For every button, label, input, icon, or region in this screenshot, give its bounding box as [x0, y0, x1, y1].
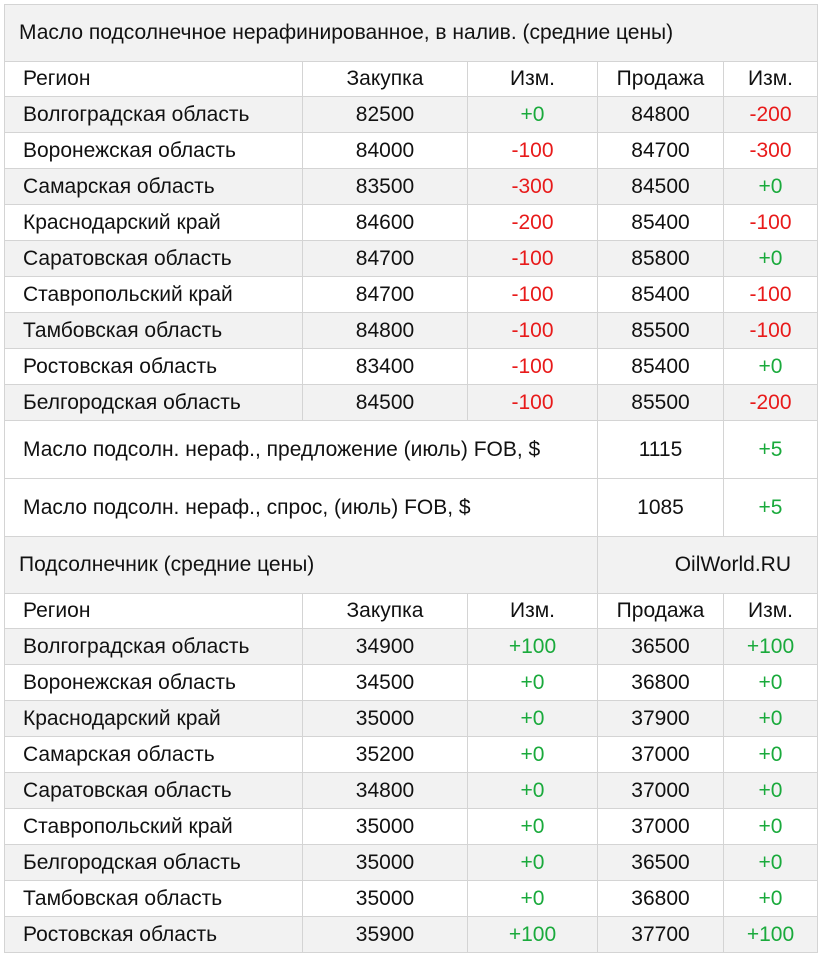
- region-cell: Волгоградская область: [5, 629, 303, 665]
- sell-price-cell: 37000: [598, 809, 724, 845]
- buy-price-cell: 34900: [303, 629, 468, 665]
- sell-price-cell: 85500: [598, 313, 724, 349]
- oil-title-row: [5, 5, 818, 62]
- buy-change-cell: +100: [468, 629, 598, 665]
- buy-price-cell: 84700: [303, 241, 468, 277]
- buy-change-cell: -300: [468, 169, 598, 205]
- buy-price-cell: 84600: [303, 205, 468, 241]
- region-cell: Краснодарский край: [5, 701, 303, 737]
- sell-price-cell: 85800: [598, 241, 724, 277]
- table-row: [5, 701, 818, 737]
- oil-section-title: Масло подсолнечное нерафинированное, в налив. (средние цены): [5, 5, 818, 62]
- fob-row: [5, 479, 818, 537]
- region-cell: Ставропольский край: [5, 809, 303, 845]
- region-cell: Ставропольский край: [5, 277, 303, 313]
- col-header-region: Регион: [5, 594, 303, 629]
- fob-section: [5, 421, 818, 537]
- table-row: [5, 917, 818, 953]
- buy-price-cell: 84000: [303, 133, 468, 169]
- buy-price-cell: 84700: [303, 277, 468, 313]
- sell-price-cell: 37900: [598, 701, 724, 737]
- region-cell: Саратовская область: [5, 241, 303, 277]
- sell-change-cell: -200: [724, 97, 818, 133]
- sell-price-cell: 36800: [598, 881, 724, 917]
- col-header-buy: Закупка: [303, 62, 468, 97]
- table-row: [5, 881, 818, 917]
- table-row: [5, 133, 818, 169]
- fob-change: +5: [724, 421, 818, 479]
- table-row: [5, 97, 818, 133]
- buy-price-cell: 83400: [303, 349, 468, 385]
- table-row: [5, 205, 818, 241]
- sell-price-cell: 36500: [598, 629, 724, 665]
- table-row: [5, 773, 818, 809]
- prices-table: [4, 4, 818, 953]
- sell-price-cell: 36800: [598, 665, 724, 701]
- sell-change-cell: +0: [724, 349, 818, 385]
- buy-change-cell: +0: [468, 97, 598, 133]
- buy-change-cell: -100: [468, 277, 598, 313]
- sell-change-cell: +100: [724, 917, 818, 953]
- sell-price-cell: 84500: [598, 169, 724, 205]
- sell-change-cell: +0: [724, 845, 818, 881]
- col-header-sell-change: Изм.: [724, 594, 818, 629]
- seed-header-row: [5, 594, 818, 629]
- seed-section-title: Подсолнечник (средние цены): [5, 537, 598, 594]
- sell-change-cell: +0: [724, 881, 818, 917]
- buy-change-cell: +100: [468, 917, 598, 953]
- region-cell: Белгородская область: [5, 385, 303, 421]
- seed-section: [5, 537, 818, 953]
- buy-change-cell: +0: [468, 665, 598, 701]
- sell-change-cell: -100: [724, 313, 818, 349]
- buy-change-cell: +0: [468, 737, 598, 773]
- sell-change-cell: -200: [724, 385, 818, 421]
- sell-change-cell: -100: [724, 277, 818, 313]
- sell-price-cell: 85400: [598, 349, 724, 385]
- buy-change-cell: -100: [468, 313, 598, 349]
- buy-price-cell: 35000: [303, 701, 468, 737]
- sell-price-cell: 37700: [598, 917, 724, 953]
- fob-label: Масло подсолн. нераф., спрос, (июль) FOB, $: [5, 479, 598, 537]
- fob-value: 1085: [598, 479, 724, 537]
- buy-price-cell: 34800: [303, 773, 468, 809]
- buy-price-cell: 35000: [303, 809, 468, 845]
- table-row: [5, 385, 818, 421]
- sell-change-cell: +0: [724, 665, 818, 701]
- region-cell: Белгородская область: [5, 845, 303, 881]
- sell-price-cell: 85500: [598, 385, 724, 421]
- region-cell: Краснодарский край: [5, 205, 303, 241]
- sell-change-cell: +0: [724, 169, 818, 205]
- fob-change: +5: [724, 479, 818, 537]
- brand-label: OilWorld.RU: [598, 537, 818, 594]
- sell-price-cell: 36500: [598, 845, 724, 881]
- sell-price-cell: 37000: [598, 773, 724, 809]
- sell-price-cell: 84800: [598, 97, 724, 133]
- buy-change-cell: +0: [468, 773, 598, 809]
- sell-change-cell: +0: [724, 773, 818, 809]
- col-header-sell-change: Изм.: [724, 62, 818, 97]
- buy-change-cell: -100: [468, 349, 598, 385]
- buy-change-cell: +0: [468, 809, 598, 845]
- sell-change-cell: +0: [724, 737, 818, 773]
- fob-row: [5, 421, 818, 479]
- buy-change-cell: +0: [468, 881, 598, 917]
- table-row: [5, 737, 818, 773]
- buy-change-cell: -100: [468, 385, 598, 421]
- sell-price-cell: 37000: [598, 737, 724, 773]
- table-row: [5, 241, 818, 277]
- sell-change-cell: -100: [724, 205, 818, 241]
- sell-price-cell: 84700: [598, 133, 724, 169]
- col-header-sell: Продажа: [598, 594, 724, 629]
- col-header-buy: Закупка: [303, 594, 468, 629]
- sell-change-cell: +0: [724, 701, 818, 737]
- sell-change-cell: +0: [724, 809, 818, 845]
- fob-value: 1115: [598, 421, 724, 479]
- oil-section: [5, 5, 818, 421]
- table-row: [5, 313, 818, 349]
- region-cell: Тамбовская область: [5, 881, 303, 917]
- buy-price-cell: 35000: [303, 845, 468, 881]
- col-header-buy-change: Изм.: [468, 594, 598, 629]
- buy-price-cell: 84500: [303, 385, 468, 421]
- table-row: [5, 809, 818, 845]
- region-cell: Саратовская область: [5, 773, 303, 809]
- buy-change-cell: +0: [468, 845, 598, 881]
- sell-price-cell: 85400: [598, 277, 724, 313]
- region-cell: Волгоградская область: [5, 97, 303, 133]
- price-sheet: [4, 4, 817, 953]
- buy-price-cell: 82500: [303, 97, 468, 133]
- seed-title-row: [5, 537, 818, 594]
- region-cell: Самарская область: [5, 737, 303, 773]
- table-row: [5, 629, 818, 665]
- buy-change-cell: -100: [468, 133, 598, 169]
- region-cell: Воронежская область: [5, 133, 303, 169]
- buy-price-cell: 34500: [303, 665, 468, 701]
- region-cell: Тамбовская область: [5, 313, 303, 349]
- buy-price-cell: 35000: [303, 881, 468, 917]
- region-cell: Воронежская область: [5, 665, 303, 701]
- region-cell: Ростовская область: [5, 917, 303, 953]
- fob-label: Масло подсолн. нераф., предложение (июль) FOB, $: [5, 421, 598, 479]
- sell-change-cell: -300: [724, 133, 818, 169]
- region-cell: Ростовская область: [5, 349, 303, 385]
- buy-change-cell: -100: [468, 241, 598, 277]
- buy-change-cell: -200: [468, 205, 598, 241]
- table-row: [5, 665, 818, 701]
- oil-header-row: [5, 62, 818, 97]
- buy-price-cell: 83500: [303, 169, 468, 205]
- buy-price-cell: 35900: [303, 917, 468, 953]
- buy-change-cell: +0: [468, 701, 598, 737]
- sell-change-cell: +100: [724, 629, 818, 665]
- buy-price-cell: 84800: [303, 313, 468, 349]
- buy-price-cell: 35200: [303, 737, 468, 773]
- sell-change-cell: +0: [724, 241, 818, 277]
- table-row: [5, 277, 818, 313]
- table-row: [5, 349, 818, 385]
- table-row: [5, 845, 818, 881]
- col-header-buy-change: Изм.: [468, 62, 598, 97]
- region-cell: Самарская область: [5, 169, 303, 205]
- sell-price-cell: 85400: [598, 205, 724, 241]
- table-row: [5, 169, 818, 205]
- col-header-region: Регион: [5, 62, 303, 97]
- col-header-sell: Продажа: [598, 62, 724, 97]
